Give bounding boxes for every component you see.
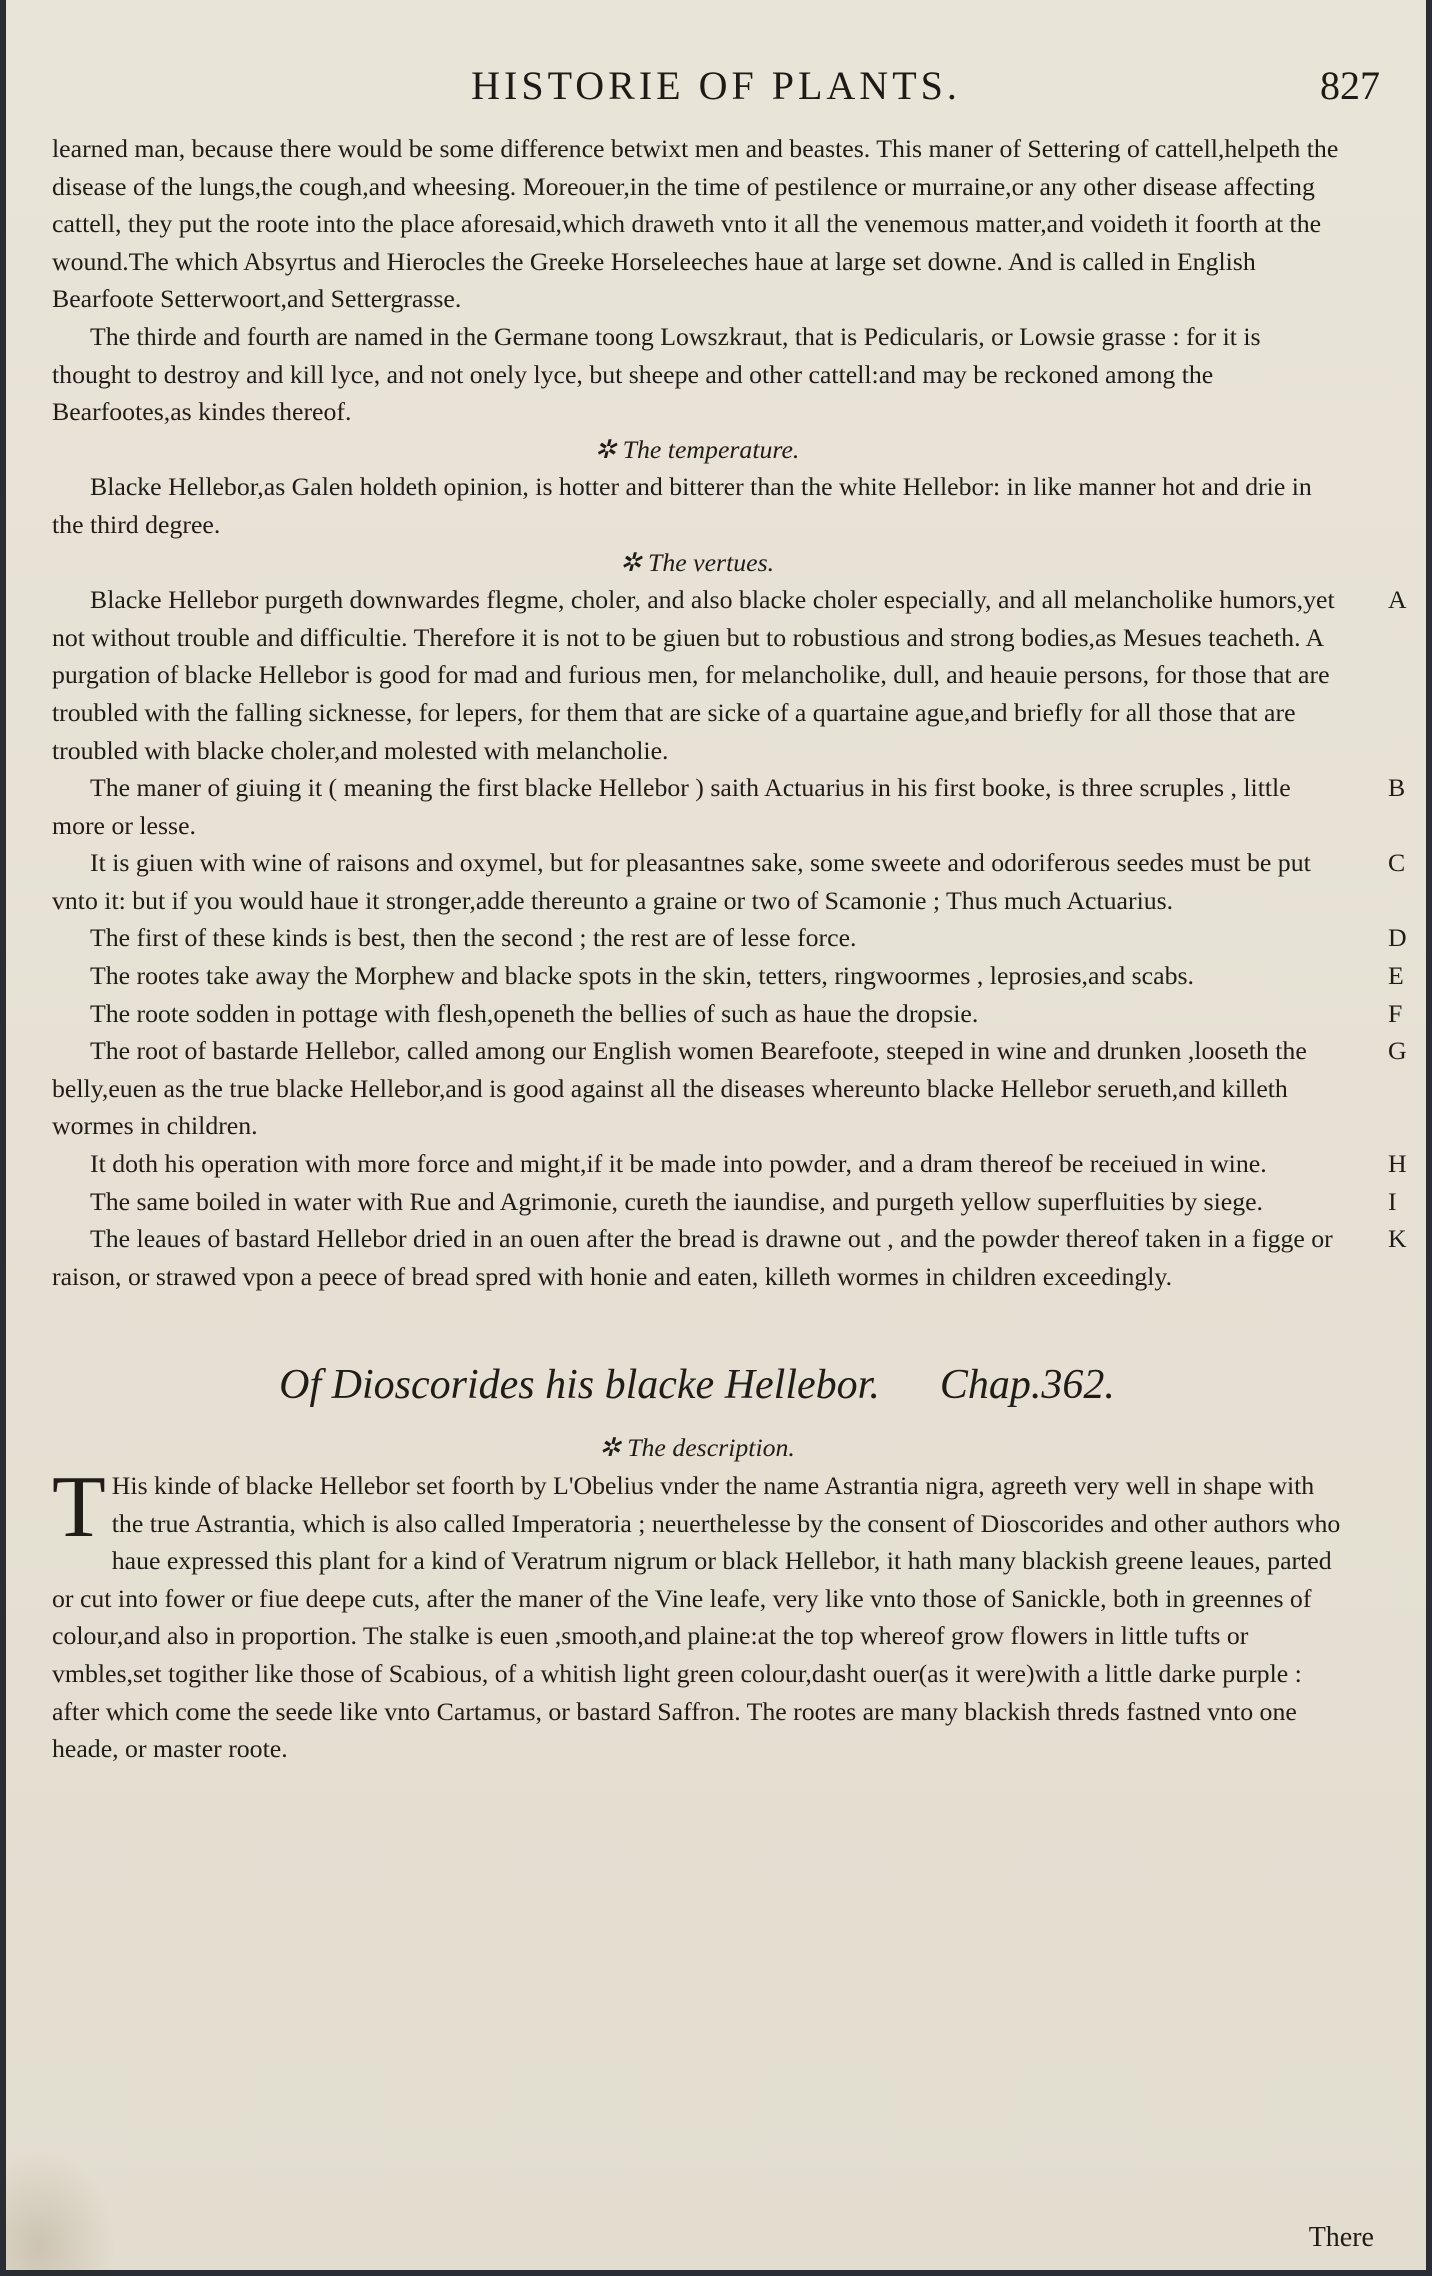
margin-letter: K [1388,1224,1407,1254]
margin-letter: B [1388,773,1406,803]
margin-letter: I [1388,1186,1397,1216]
vertue-item [52,919,1407,957]
vertue-item [52,844,1406,919]
margin-letter: G [1388,1036,1407,1066]
vertue-text: The roote sodden in pottage with flesh,openeth the bellies of such as haue the dropsie. [90,998,979,1028]
chapter-heading [52,1355,1342,1415]
section-heading-description: ✲ The description. [599,1433,795,1463]
vertue-item [52,581,1407,769]
margin-letter: A [1388,585,1407,615]
book-page [6,0,1426,2270]
chapter-number: Chap.362. [939,1362,1115,1409]
vertue-item [52,769,1406,844]
margin-letter: D [1388,923,1407,953]
vertue-text: The same boiled in water with Rue and Agrimonie, cureth the iaundise, and purgeth yellow superfluities by siege. [90,1186,1263,1216]
section-heading-temperature: ✲ The temperature. [594,434,800,464]
paragraph: Blacke Hellebor,as Galen holdeth opinion, is hotter and bitterer than the white Hellebor: in like manner hot and drie in the third degree. [52,472,1312,539]
vertue-text: The rootes take away the Morphew and blacke spots in the skin, tetters, ringwoormes , leprosies,and scabs. [90,961,1194,991]
vertue-item [52,1220,1407,1295]
drop-cap: T [52,1459,106,1556]
body-text [52,130,1407,1768]
margin-letter: F [1388,998,1403,1028]
description-paragraph [52,1459,1342,1768]
catchword: There [1308,2222,1374,2253]
section-heading-vertues: ✲ The vertues. [619,547,775,577]
page-header [46,62,1386,122]
description-text: His kinde of blacke Hellebor set foorth by L'Obelius vnder the name Astrantia nigra, agreeth very well in shape with the true Astrantia, which is also called Imperatoria ; neuerthelesse by the consent of Dioscorides and other authors who haue expressed this plant for a kind of Veratrum nigrum or black Hellebor, it hath many blackish greene leaues, parted or cut into fower or fiue deepe cuts, after the maner of the Vine leafe, very like vnto those of Sanickle, both in greennes of colour,and also in proportion. The stalke is euen ,smooth,and plaine:at the top whereof grow flowers in little tufts or vmbles,set togither like those of Scabious, of a whitish light green colour,dasht ouer(as it were)with a little darke purple : after which come the seede like vnto Cartamus, or bastard Saffron. The rootes are many blackish threds fastned vnto one heade, or master roote. [52,1471,1341,1764]
vertue-text: The root of bastarde Hellebor, called among our English women Bearefoote, steeped in wine and drunken ,looseth the belly,euen as the true blacke Hellebor,and is good against all the diseases whereunto blacke Hellebor serueth,and killeth wormes in children. [52,1036,1307,1141]
margin-letter: E [1388,961,1404,991]
vertue-text: It is giuen with wine of raisons and oxymel, but for pleasantnes sake, some sweete and odoriferous seedes must be put vnto it: but if you would haue it stronger,adde thereunto a graine or two of Scamonie ; Thus much Actuarius. [52,848,1311,915]
margin-letter: H [1388,1149,1407,1179]
vertue-text: It doth his operation with more force and might,if it be made into powder, and a dram thereof be receiued in wine. [90,1149,1267,1179]
paragraph: learned man, because there would be some difference betwixt men and beastes. This maner of Settering of cattell,helpeth the disease of the lungs,the cough,and wheesing. Moreouer,in the time of pestilence or murraine,or any other disease affecting cattell, they put the roote into the place aforesaid,which draweth vnto it all the venemous matter,and voideth it foorth at the wound.The which Absyrtus and Hierocles the Greeke Horseleeches haue at large set downe. And is called in English Bearfoote Setterwoort,and Settergrasse. [52,134,1339,314]
paragraph: The thirde and fourth are named in the Germane toong Lowszkraut, that is Pedicularis, or Lowsie grasse : for it is thought to destroy and kill lyce, and not onely lyce, but sheepe and other cattell:and may be reckoned among the Bearfootes,as kindes thereof. [52,321,1261,427]
running-head: HISTORIE OF PLANTS. [471,63,961,108]
paper-stain [6,2150,116,2270]
vertue-item [52,957,1404,995]
vertue-item [52,995,1403,1033]
vertue-text: The leaues of bastard Hellebor dried in an ouen after the bread is drawne out , and the powder thereof taken in a figge or raison, or strawed vpon a peece of bread spred with honie and eaten, killeth wormes in children exceedingly. [52,1224,1333,1291]
vertue-text: The first of these kinds is best, then the second ; the rest are of lesse force. [90,923,857,953]
vertue-text: The maner of giuing it ( meaning the first blacke Hellebor ) saith Actuarius in his first booke, is three scruples , little more or lesse. [52,773,1291,840]
page-number: 827 [1320,63,1380,108]
chapter-title: Of Dioscorides his blacke Hellebor. [279,1362,880,1409]
margin-letter: C [1388,848,1406,878]
vertue-item [52,1032,1407,1145]
vertue-item [52,1145,1407,1183]
vertue-text: Blacke Hellebor purgeth downwardes flegme, choler, and also blacke choler especially, and all melancholike humors,yet not without trouble and difficultie. Therefore it is not to be giuen but to robustious and strong bodies,as Mesues teacheth. A purgation of blacke Hellebor is good for mad and furious men, for melancholike, dull, and heauie persons, for those that are troubled with the falling sicknesse, for lepers, for them that are sicke of a quartaine ague,and briefly for all those that are troubled with blacke choler,and molested with melancholie. [52,585,1335,765]
vertue-item [52,1183,1397,1221]
